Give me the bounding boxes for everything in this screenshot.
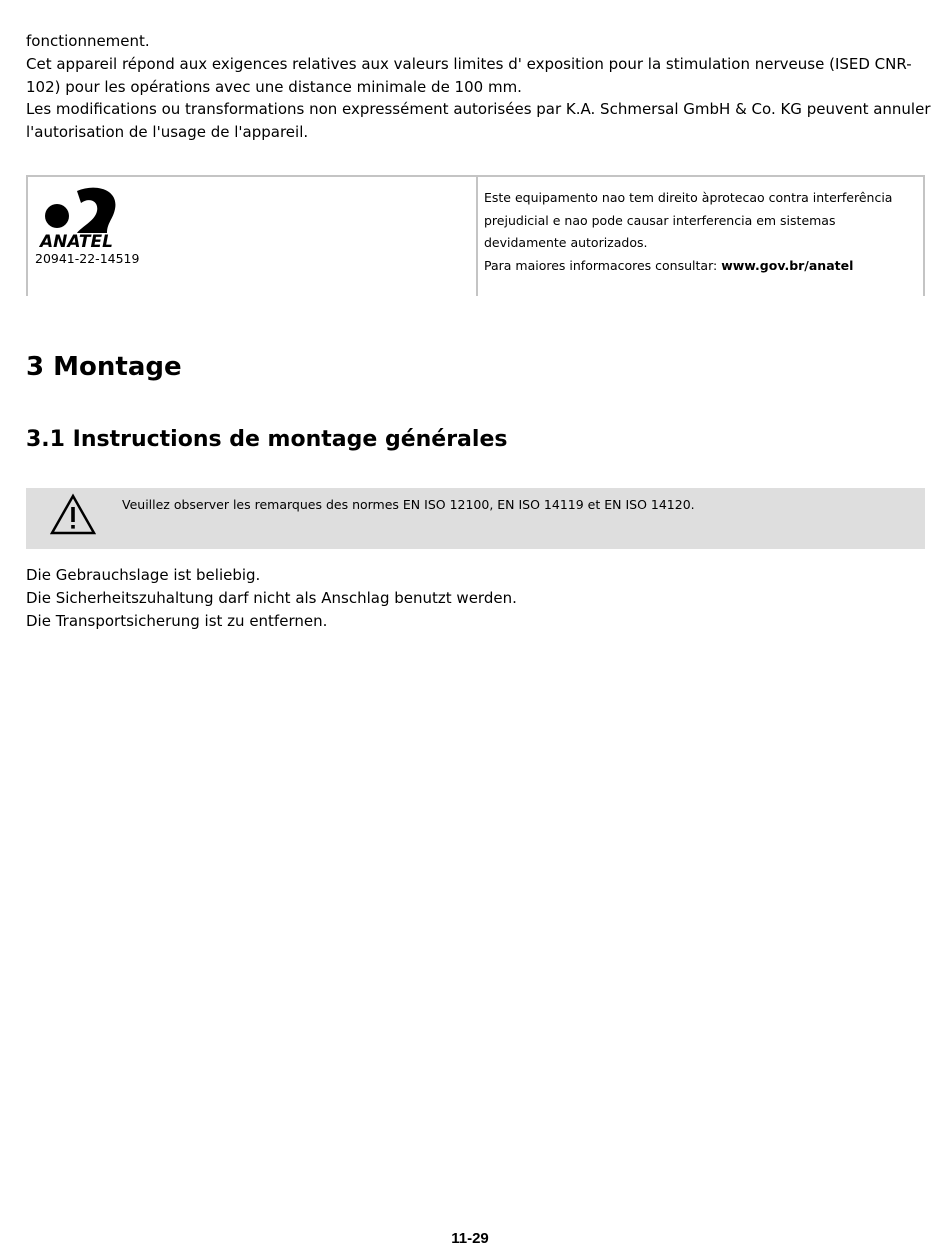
notice-line: devidamente autorizados. [484, 235, 648, 251]
section-heading: 3 Montage [26, 352, 182, 382]
anatel-website-link: www.gov.br/anatel [721, 258, 854, 274]
page-number: 11-29 [451, 1230, 489, 1247]
mounting-instructions [26, 564, 517, 632]
warning-text: Veuillez observer les remarques des normes EN ISO 12100, EN ISO 14119 et EN ISO 14120. [122, 497, 695, 512]
intro-paragraph: Cet appareil répond aux exigences relatives aux valeurs limites d' exposition pour la stimulation nerveuse (ISED CNR-102) pour les opérations avec une distance minimale de 100 mm. [26, 54, 912, 96]
anatel-logo [37, 183, 117, 249]
intro-text [26, 30, 931, 144]
notice-line: prejudicial e nao pode causar interferencia em sistemas [484, 212, 836, 228]
warning-box [26, 488, 925, 549]
notice-line: Este equipamento nao tem direito àprotecao contra interferência [484, 190, 893, 205]
anatel-logo-wordmark: ANATEL [40, 232, 113, 249]
anatel-notice-cell [478, 177, 923, 296]
instruction-line: Die Gebrauchslage ist beliebig. [26, 566, 261, 584]
intro-paragraph: fonctionnement. [26, 32, 150, 50]
warning-triangle-icon [50, 493, 96, 535]
subsection-heading: 3.1 Instructions de montage générales [26, 427, 508, 452]
anatel-notice [484, 187, 914, 278]
instruction-line: Die Transportsicherung ist zu entfernen. [26, 611, 328, 630]
consult-prefix: Para maiores informacores consultar: [484, 258, 722, 274]
anatel-logo-cell [28, 177, 478, 296]
instruction-line: Die Sicherheitszuhaltung darf nicht als Anschlag benutzt werden. [26, 588, 517, 607]
intro-paragraph: Les modifications ou transformations non expressément autorisées par K.A. Schmersal GmbH & Co. KG peuvent annuler l'autorisation de l'usage de l'appareil. [26, 100, 931, 142]
notice-consult-line [484, 255, 914, 278]
certificate-number: 20941-22-14519 [35, 251, 140, 266]
anatel-certification-table [26, 175, 925, 296]
